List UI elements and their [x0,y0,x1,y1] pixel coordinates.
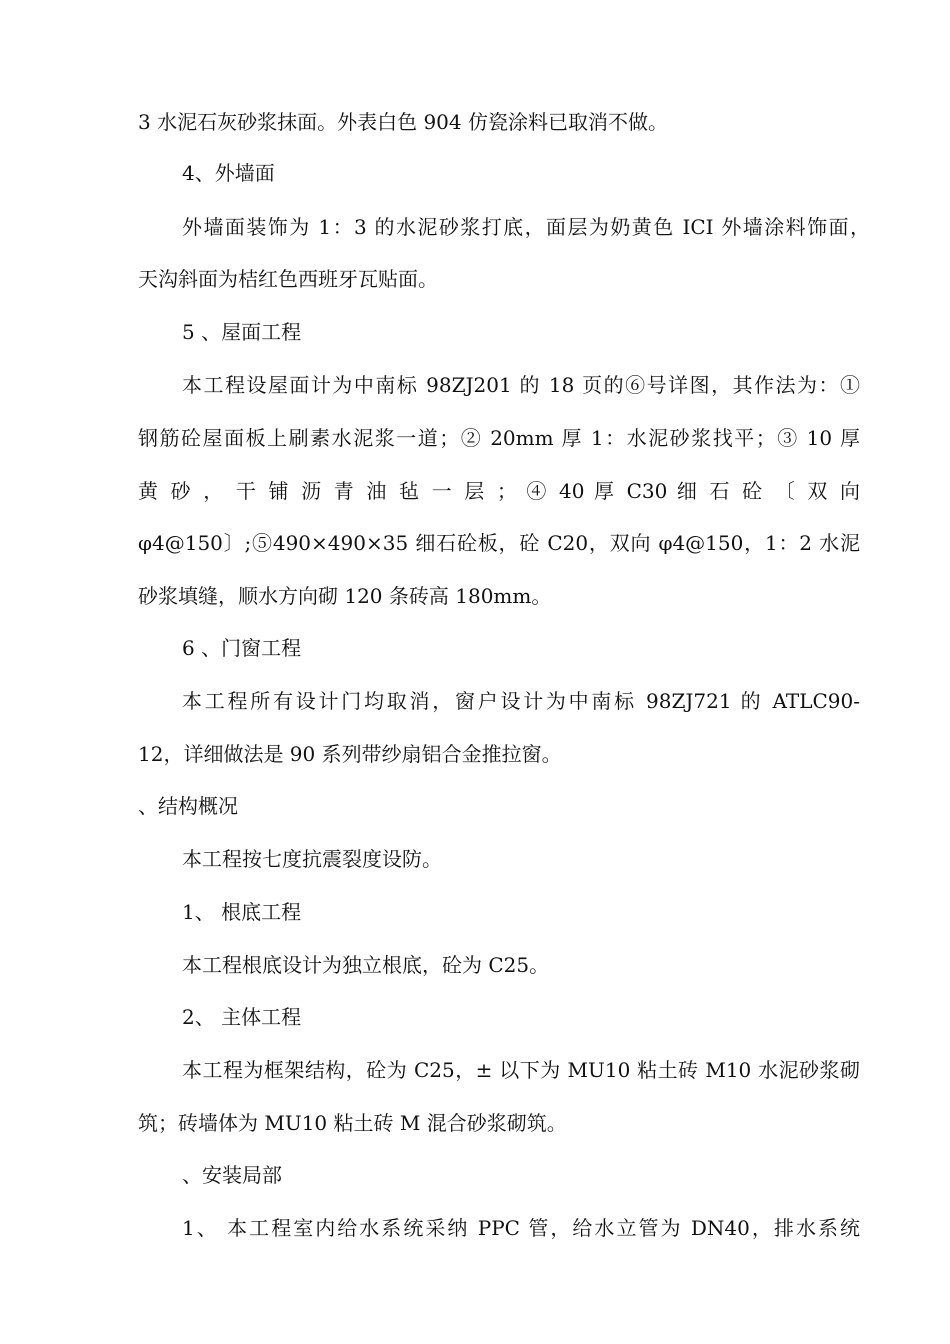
paragraph-line-20: 筑；砖墙体为 MU10 粘土砖 M 混合砂浆砌筑。 [138,1111,567,1135]
section-heading-installation: 、安装局部 [182,1163,282,1187]
paragraph-line-17: 本工程根底设计为独立根底，砼为 C25。 [182,953,550,977]
paragraph-line-8: 黄 砂 ， 干 铺 沥 青 油 毡 一 层 ； ④ 40 厚 C30 细 石 砼 〔 双 向 [138,479,860,503]
paragraph-line-4: 天沟斜面为桔红色西班牙瓦贴面。 [138,267,438,291]
paragraph-line-19: 本工程为框架结构，砼为 C25，± 以下为 MU10 粘土砖 M10 水泥砂浆砌 [182,1058,860,1082]
paragraph-line-12: 本工程所有设计门均取消，窗户设计为中南标 98ZJ721 的 ATLC90- [182,689,860,713]
paragraph-line-22: 1、 本工程室内给水系统采纳 PPC 管，给水立管为 DN40，排水系统 [182,1216,860,1240]
section-heading-foundation: 1、 根底工程 [182,900,302,924]
paragraph-line-9: φ4@150〕;⑤490×490×35 细石砼板，砼 C20，双向 φ4@150，1：2 水泥 [138,531,860,555]
paragraph-line-6: 本工程设屋面计为中南标 98ZJ201 的 18 页的⑥号详图，其作法为：① [182,373,860,397]
section-heading-doors-windows: 6 、门窗工程 [182,636,302,660]
section-heading-main-structure: 2、 主体工程 [182,1005,302,1029]
paragraph-line-7: 钢筋砼屋面板上刷素水泥浆一道；② 20mm 厚 1：水泥砂浆找平；③ 10 厚 [138,426,860,450]
paragraph-line-15: 本工程按七度抗震裂度设防。 [182,847,442,871]
paragraph-line-1: 3 水泥石灰砂浆抹面。外表白色 904 仿瓷涂料已取消不做。 [138,110,668,134]
paragraph-line-3: 外墙面装饰为 1：3 的水泥砂浆打底，面层为奶黄色 ICI 外墙涂料饰面， [182,215,870,239]
paragraph-line-10: 砂浆填缝，顺水方向砌 120 条砖高 180mm。 [138,584,552,608]
section-heading-structure: 、结构概况 [138,794,238,818]
paragraph-line-13: 12，详细做法是 90 系列带纱扇铝合金推拉窗。 [138,742,562,766]
section-heading-exterior-wall: 4、外墙面 [182,161,275,185]
section-heading-roof: 5 、屋面工程 [182,320,302,344]
